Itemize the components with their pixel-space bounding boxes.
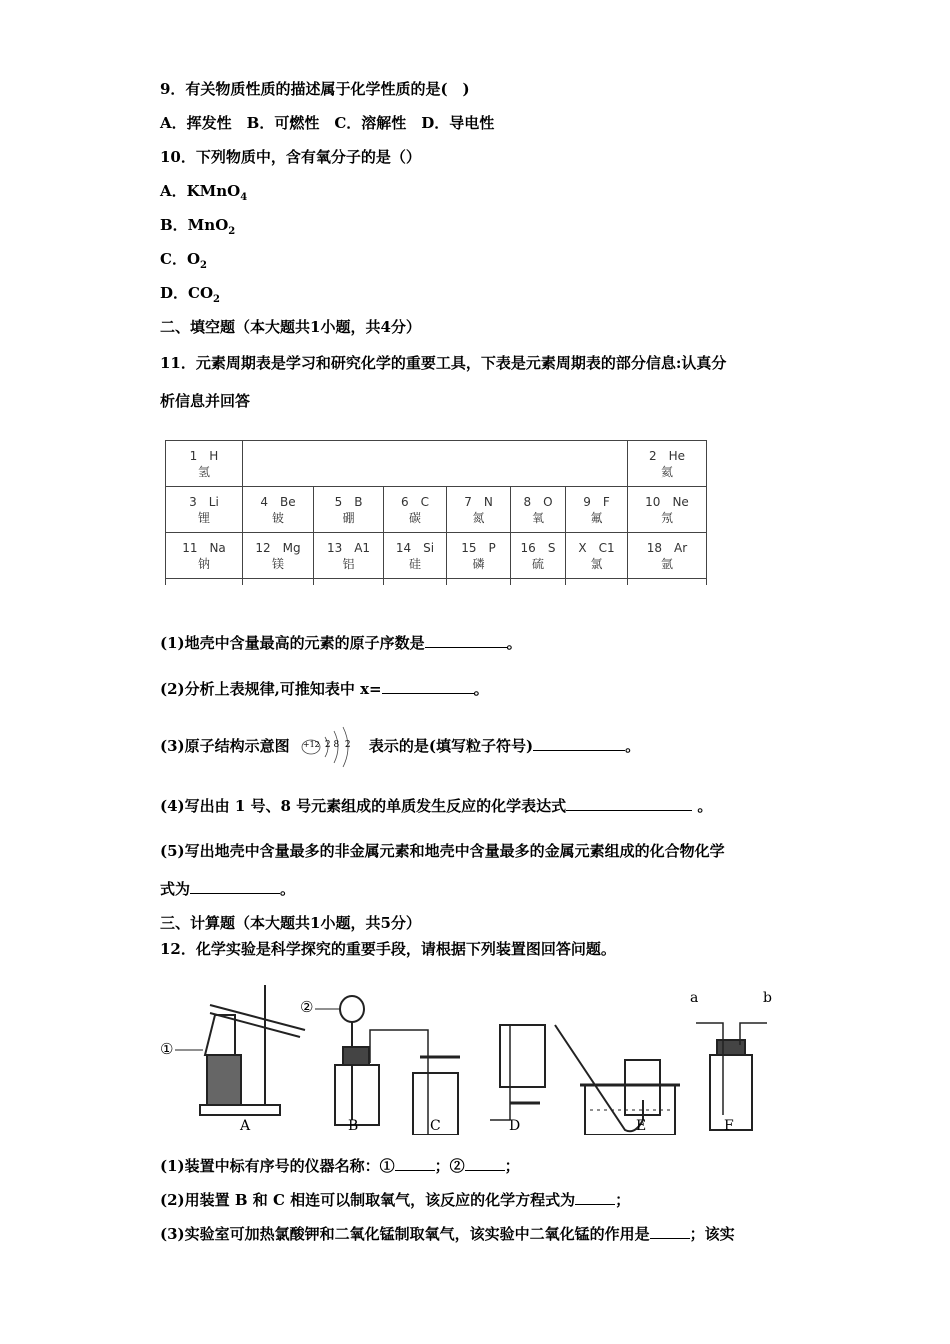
element-number-symbol: 7 N [464, 494, 493, 509]
q12-stem: 12．化学实验是科学探究的重要手段，请根据下列装置图回答问题。 [160, 940, 616, 958]
element-number-symbol: 16 S [520, 540, 556, 555]
port-b: b [763, 990, 772, 1006]
q10-option-b: B．MnO$_2$ [160, 216, 236, 237]
element-number-symbol: 6 C [400, 494, 429, 509]
marker-1: ① [160, 1040, 174, 1058]
element-name: 钠 [197, 556, 210, 571]
element-name: 硫 [531, 556, 544, 571]
element-number-symbol: 12 Mg [255, 540, 301, 555]
label-a: A [240, 1118, 251, 1134]
element-name: 铝 [342, 556, 355, 571]
apparatus-a [175, 985, 305, 1115]
element-name: 硼 [342, 510, 355, 525]
periodic-table [165, 440, 707, 585]
q12-part-1: (1)装置中标有序号的仪器名称：① ；② ； [160, 1157, 520, 1175]
element-cell [511, 533, 566, 579]
element-cell [166, 533, 243, 579]
element-cell [447, 487, 511, 533]
q11-part-5b: 式为 。 [160, 880, 296, 898]
q11-part-2: (2)分析上表规律,可推知表中 x= 。 [160, 680, 489, 698]
element-cell [566, 487, 628, 533]
port-a: a [690, 990, 699, 1006]
q10-option-a: A．KMnO$_4$ [160, 182, 248, 203]
label-d: D [509, 1118, 521, 1134]
q11-part-1: (1)地壳中含量最高的元素的原子序数是 。 [160, 634, 522, 652]
apparatus-b [315, 996, 405, 1125]
element-number-symbol: 10 Ne [645, 494, 689, 509]
element-number-symbol: 13 A1 [326, 540, 371, 555]
element-name: 氟 [590, 510, 603, 525]
section-2-heading: 二、填空题（本大题共1小题，共4分） [160, 318, 421, 336]
empty-cell [243, 441, 628, 487]
element-name: 氮 [472, 510, 485, 525]
element-name: 氧 [531, 510, 544, 525]
label-f: F [724, 1118, 734, 1134]
element-number-symbol: X C1 [578, 540, 615, 555]
element-cell [628, 533, 707, 579]
element-name: 氯 [590, 556, 603, 571]
atomic-structure-diagram: +12 2 8 2 [301, 737, 363, 757]
apparatus-f [696, 1023, 767, 1130]
q11-part-3: (3)原子结构示意图 +12 2 8 2 表示的是(填写粒子符号) 。 [160, 735, 640, 757]
element-name: 镁 [271, 556, 284, 571]
element-cell: 2 He 氦 [628, 441, 707, 487]
marker-2: ② [300, 998, 314, 1016]
label-b: B [348, 1118, 359, 1134]
element-cell [166, 487, 243, 533]
q9-stem: 9．有关物质性质的描述属于化学性质的是( ) [160, 80, 470, 98]
apparatus-e [555, 1025, 680, 1135]
q9-options: A．挥发性 B．可燃性 C．溶解性 D．导电性 [160, 114, 495, 132]
q12-part-2: (2)用装置 B 和 C 相连可以制取氧气，该反应的化学方程式为 ； [160, 1191, 631, 1209]
label-e: E [636, 1118, 647, 1134]
element-cell [628, 487, 707, 533]
element-name: 氖 [660, 510, 673, 525]
lab-apparatus-figure [155, 985, 795, 1135]
q11-stem-2: 析信息并回答 [160, 392, 251, 410]
q11-part-5a: (5)写出地壳中含量最多的非金属元素和地壳中含量最多的金属元素组成的化合物化学 [160, 842, 725, 860]
element-cell [384, 487, 447, 533]
element-number-symbol: 3 Li [189, 494, 219, 509]
q11-part-4: (4)写出由 1 号、8 号元素组成的单质发生反应的化学表达式 。 [160, 797, 713, 815]
element-number-symbol: 5 B [334, 494, 363, 509]
element-number-symbol: 15 P [461, 540, 496, 555]
element-name: 硅 [408, 556, 421, 571]
element-number-symbol: 11 Na [182, 540, 226, 555]
element-name: 磷 [472, 556, 485, 571]
element-name: 氩 [660, 556, 673, 571]
element-name: 锂 [197, 510, 210, 525]
element-number-symbol: 4 Be [260, 494, 296, 509]
element-number-symbol: 18 Ar [646, 540, 688, 555]
element-name: 铍 [271, 510, 284, 525]
section-3-heading: 三、计算题（本大题共1小题，共5分） [160, 914, 421, 932]
element-name: 碳 [408, 510, 421, 525]
element-number-symbol: 9 F [583, 494, 610, 509]
element-cell [314, 487, 384, 533]
label-c: C [430, 1118, 441, 1134]
q12-part-3: (3)实验室可加热氯酸钾和二氧化锰制取氧气，该实验中二氧化锰的作用是 ；该实 [160, 1225, 735, 1243]
q11-stem-1: 11．元素周期表是学习和研究化学的重要工具，下表是元素周期表的部分信息:认真分 [160, 354, 727, 372]
element-number-symbol: 8 O [523, 494, 553, 509]
element-cell [243, 487, 314, 533]
element-cell [384, 533, 447, 579]
element-cell [243, 533, 314, 579]
element-cell [566, 533, 628, 579]
apparatus-d [490, 1025, 545, 1120]
element-cell [447, 533, 511, 579]
q10-option-d: D．$CO_2$ [160, 284, 220, 305]
element-number-symbol: 14 Si [395, 540, 435, 555]
q10-stem: 10．下列物质中，含有氧分子的是（） [160, 148, 421, 166]
q10-option-c: C．$O_2$ [160, 250, 207, 271]
element-cell [511, 487, 566, 533]
element-cell: 1 H 氢 [166, 441, 243, 487]
element-cell [314, 533, 384, 579]
